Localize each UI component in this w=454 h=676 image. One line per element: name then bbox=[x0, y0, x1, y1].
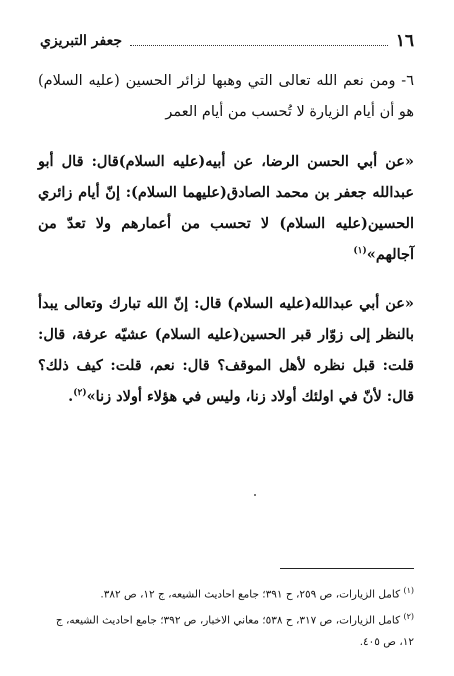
footnote-1-text: كامل الزيارات، ص ٢٥٩، ح ٣٩١؛ جامع احاديث الشيعه، ج ١٢، ص ٣٨٢. bbox=[100, 588, 401, 601]
page-number: ١٦ bbox=[395, 31, 414, 51]
footnote-ref-1[interactable]: (١) bbox=[353, 246, 367, 257]
page-body bbox=[38, 66, 414, 432]
footnote-1 bbox=[38, 580, 414, 606]
paragraph-intro bbox=[38, 66, 414, 128]
footnote-2-mark: (٢) bbox=[403, 611, 414, 621]
running-title: جعفر التبريزي bbox=[40, 33, 122, 49]
hadith-2-text: «عن أبي عبدالله(عليه السلام) قال: إنّ الله تبارك وتعالى يبدأ بالنظر إلى زوّار قبر الحسين(عليه السلام) عشيّه عرفة، قال: قلت: قبل نظره لأهل الموقف؟ قال: نعم، قلت: كيف ذلك؟ قال: لأنّ في اولئك أولاد زنا، وليس في هؤلاء أولاد زنا» bbox=[38, 295, 414, 405]
footnote-2-text: كامل الزيارات، ص ٣١٧، ح ٥٣٨؛ معاني الاخبار، ص ٣٩٢؛ جامع احاديث الشيعه، ج ١٢، ص ٤٠٥. bbox=[55, 614, 414, 648]
footnote-1-mark: (١) bbox=[403, 586, 414, 595]
paragraph-intro-text: ٦- ومن نعم الله تعالى التي وهبها لزائر الحسين (عليه السلام) هو أن أيام الزيارة لا تُحسب من أيام العمر bbox=[38, 73, 414, 120]
footnotes bbox=[38, 580, 414, 653]
footnote-ref-2[interactable]: (٢) bbox=[73, 388, 87, 399]
hadith-paragraph-2 bbox=[38, 288, 414, 412]
footnote-separator bbox=[280, 568, 414, 569]
header-dot-leader bbox=[130, 45, 388, 46]
hadith-paragraph-1 bbox=[38, 146, 414, 270]
hadith-1-text: «عن أبي الحسن الرضا، عن أبيه(عليه السلام)قال: قال أبو عبدالله جعفر بن محمد الصادق(عليهما السلام): إنّ أيام زائري الحسين(عليه السلام) لا تحسب من أعمارهم ولا تعدّ من آجالهم» bbox=[38, 153, 414, 263]
footnote-2 bbox=[38, 606, 414, 654]
hadith-2-end: . bbox=[68, 388, 74, 405]
stray-dot bbox=[254, 494, 256, 496]
page-header bbox=[40, 28, 414, 54]
